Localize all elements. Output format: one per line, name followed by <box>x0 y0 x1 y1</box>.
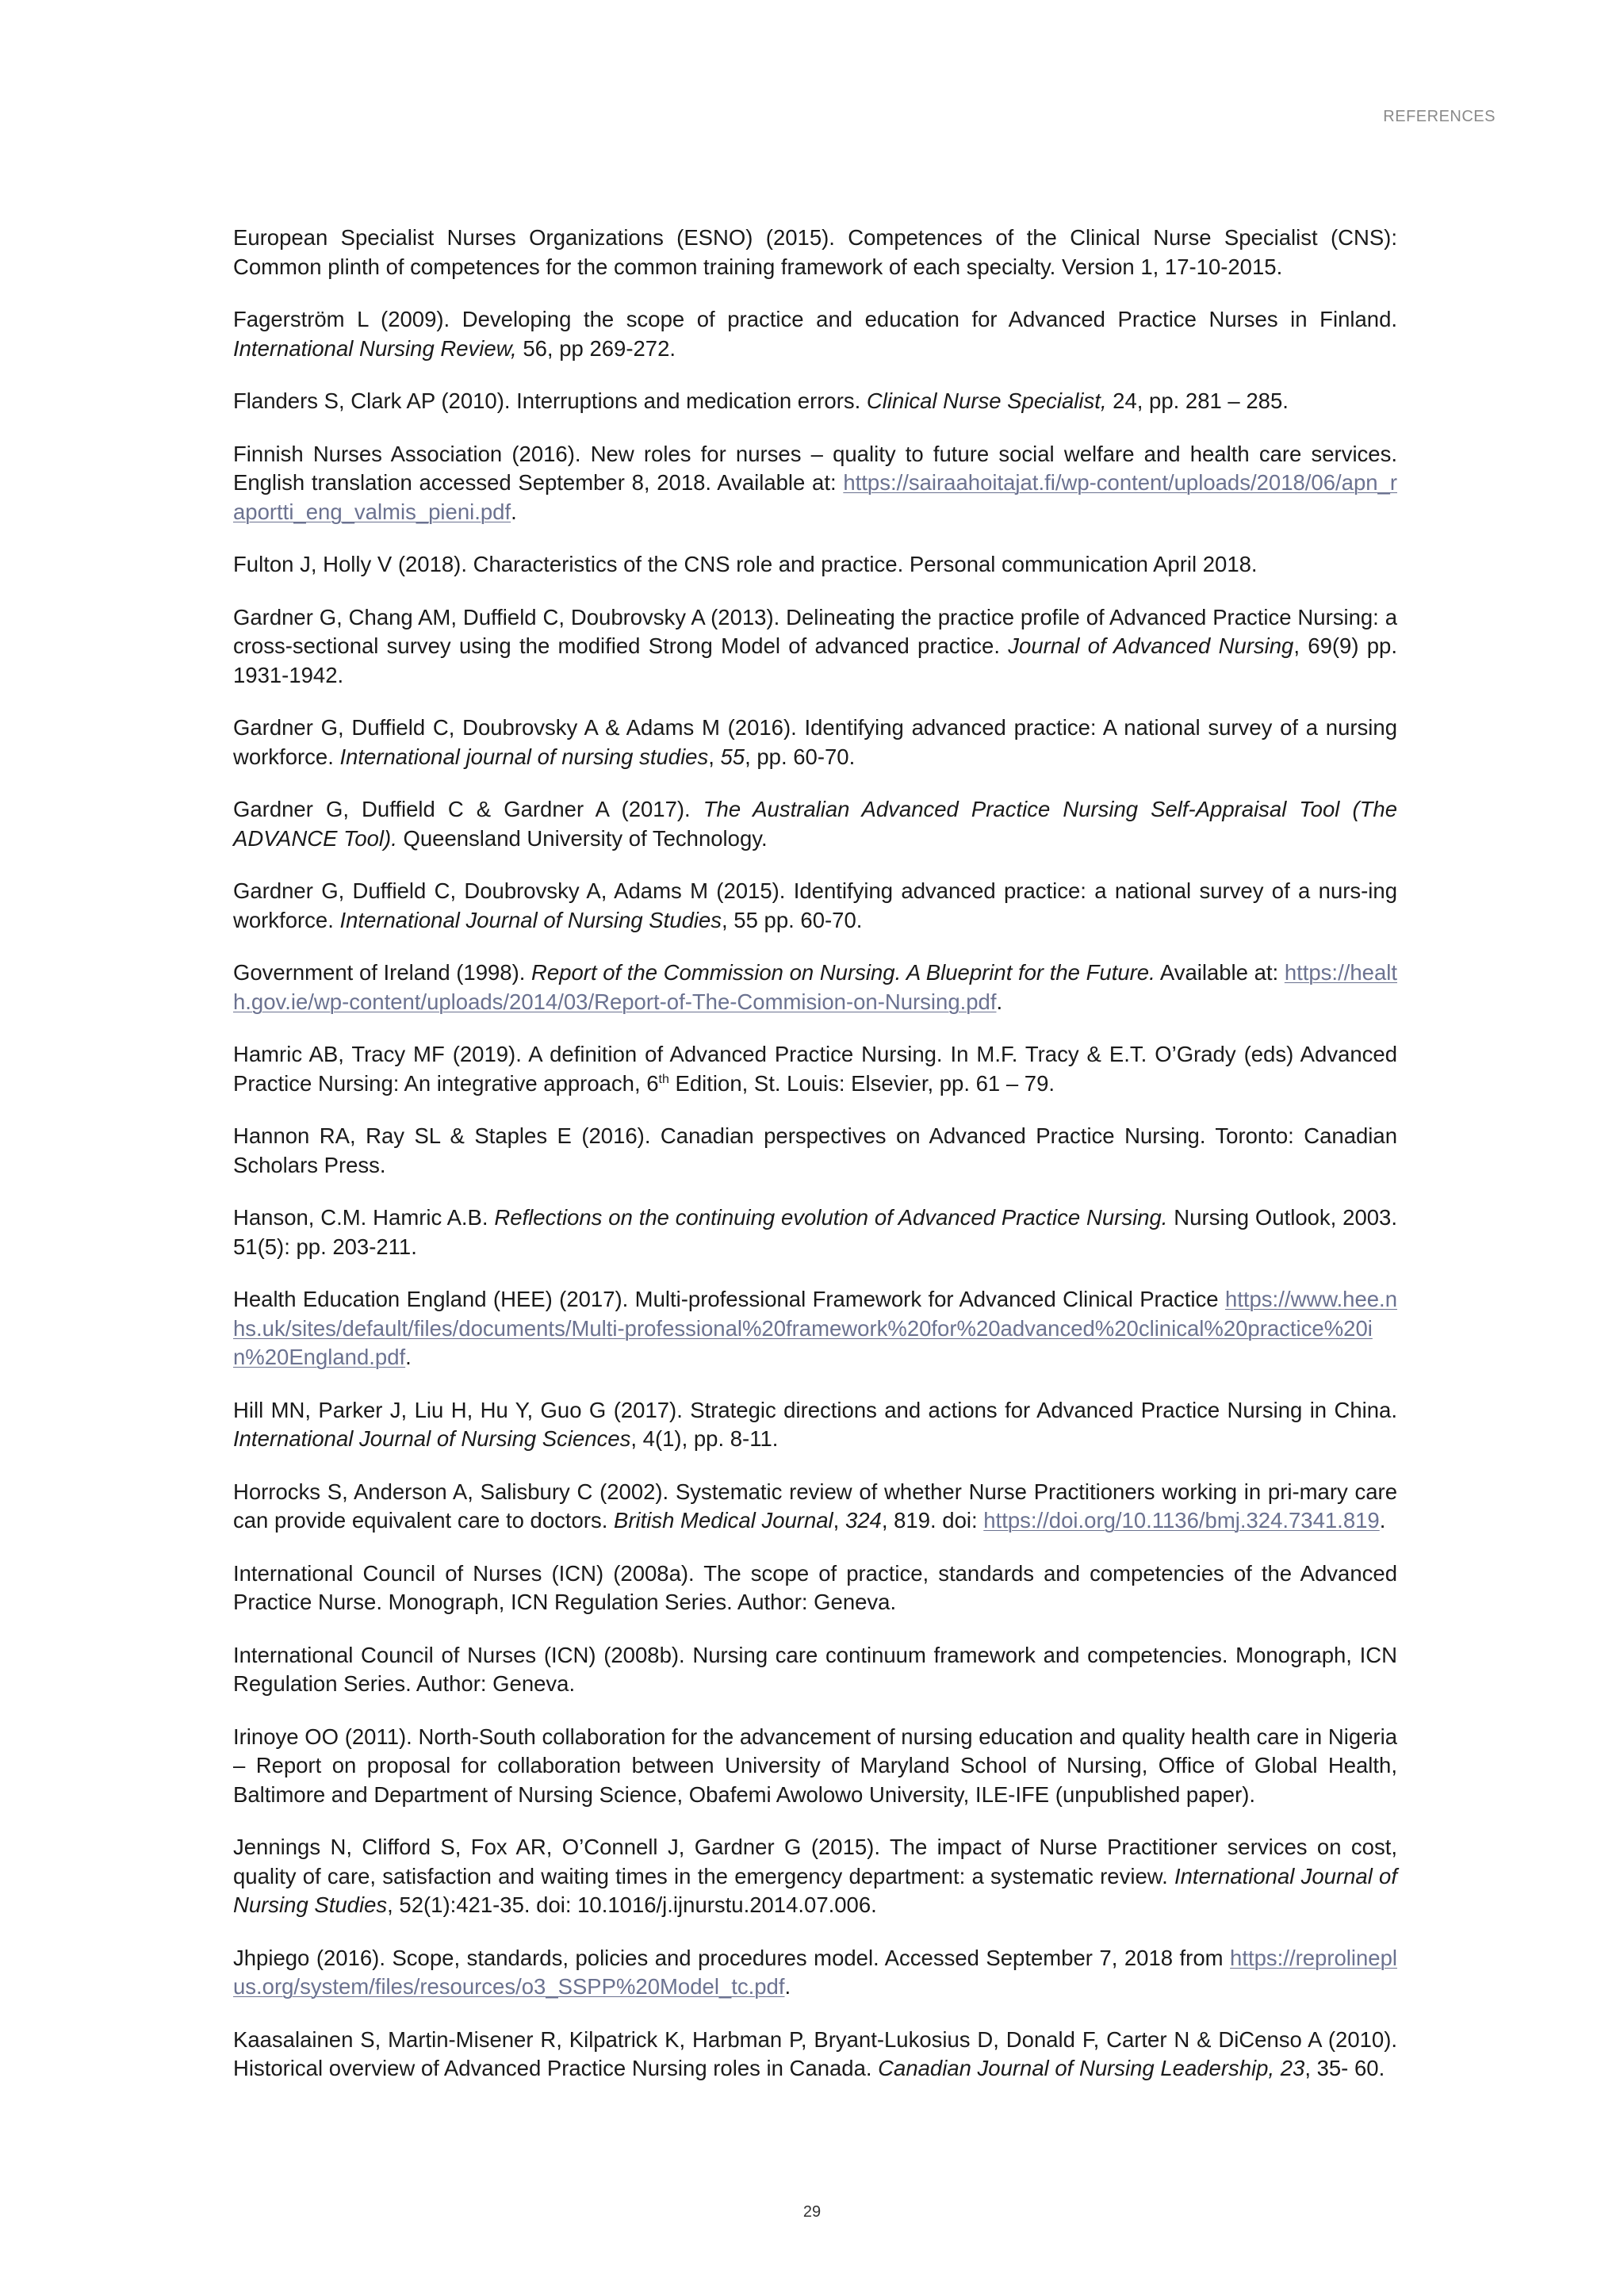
reference-text: Nursing Outlook, 2003. 51(5): pp. 203-211. <box>233 1205 1397 1259</box>
reference-text: Gardner G, Duffield C, Doubrovsky A, Adams M (2015). Identifying advanced practice: a national survey of a nurs-ing workforce. <box>233 878 1397 932</box>
reference-text: , pp. 60-70. <box>745 744 856 769</box>
reference-entry-gardner-2017 <box>233 795 1397 853</box>
reference-text: . <box>1379 1508 1386 1533</box>
reference-link[interactable]: https://sairaahoitajat.fi/wp-content/uploads/2018/06/apn_raportti_eng_valmis_pieni.pdf <box>233 470 1397 524</box>
reference-entry-flanders <box>233 387 1397 416</box>
reference-entry-hamric-tracy <box>233 1040 1397 1098</box>
italic-text: Reflections on the continuing evolution of Advanced Practice Nursing. <box>494 1205 1168 1230</box>
reference-text: . <box>784 1974 791 1999</box>
reference-entry-irinoye <box>233 1723 1397 1810</box>
reference-entry-hee <box>233 1285 1397 1372</box>
reference-text: Queensland University of Technology. <box>396 825 768 851</box>
reference-text: , 55 pp. 60-70. <box>722 907 863 932</box>
reference-entry-gardner-2015 <box>233 877 1397 935</box>
reference-text: , 819. doi: <box>881 1508 984 1533</box>
reference-text: Hannon RA, Ray SL & Staples E (2016). Canadian perspectives on Advanced Practice Nursing. Toronto: Canadian Scholars Press. <box>233 1123 1397 1177</box>
italic-text: International journal of nursing studies <box>339 744 709 769</box>
italic-text: International Journal of Nursing Studies <box>233 1863 1397 1917</box>
superscript-text: th <box>658 1072 669 1086</box>
italic-text: Clinical Nurse Specialist, <box>866 388 1107 413</box>
reference-link[interactable]: https://reprolineplus.org/system/files/resources/o3_SSPP%20Model_tc.pdf <box>233 1945 1397 1999</box>
italic-text: Report of the Commission on Nursing. A Blueprint for the Future. <box>531 960 1155 985</box>
reference-entry-hanson <box>233 1203 1397 1261</box>
italic-text: International Journal of Nursing Studies <box>339 907 722 932</box>
reference-text: Jhpiego (2016). Scope, standards, policies and procedures model. Accessed September 7, 2018 from <box>233 1945 1231 1970</box>
reference-text: Gardner G, Duffield C & Gardner A (2017). <box>233 797 703 821</box>
reference-text: Fagerström L (2009). Developing the scope of practice and education for Advanced Practice Nurses in Finland. <box>233 307 1397 331</box>
reference-text: Gardner G, Chang AM, Duffield C, Doubrovsky A (2013). Delineating the practice profile of Advanced Practice Nursing: a cross-sectional survey using the modified Strong Model of advanced practice. <box>233 604 1397 658</box>
reference-entry-jhpiego <box>233 1944 1397 2002</box>
reference-text: Health Education England (HEE) (2017). Multi-professional Framework for Advanced Clinical Practice <box>233 1287 1225 1311</box>
reference-text: , 35- 60. <box>1304 2056 1385 2080</box>
reference-text: , <box>833 1508 845 1533</box>
running-head: REFERENCES <box>1383 108 1496 125</box>
reference-text: , 4(1), pp. 8-11. <box>630 1426 779 1451</box>
reference-text: 56, pp 269-272. <box>516 335 676 361</box>
reference-text: , 69(9) pp. 1931-1942. <box>233 633 1397 687</box>
reference-entry-esno <box>233 224 1397 281</box>
italic-text: British Medical Journal <box>614 1508 833 1533</box>
reference-text: Hamric AB, Tracy MF (2019). A definition of Advanced Practice Nursing. In M.F. Tracy & E.T. O’Grady (eds) Advanced Practice Nursing: An integrative approach, 6 <box>233 1042 1397 1096</box>
reference-link[interactable]: https://www.hee.nhs.uk/sites/default/files/documents/Multi-professional%20framework%20for%20advanced%20clinical%20practice%20in%20England.pdf <box>233 1287 1397 1369</box>
reference-list <box>233 224 1397 2107</box>
reference-text: Fulton J, Holly V (2018). Characteristics of the CNS role and practice. Personal communication April 2018. <box>233 552 1258 576</box>
reference-entry-gardner-2013 <box>233 603 1397 691</box>
reference-entry-jennings <box>233 1833 1397 1920</box>
reference-text: , 52(1):421-35. doi: 10.1016/j.ijnurstu.2014.07.006. <box>387 1892 877 1917</box>
reference-text: . <box>996 989 1003 1014</box>
reference-entry-kaasalainen <box>233 2026 1397 2084</box>
italic-text: Canadian Journal of Nursing Leadership, 23 <box>878 2056 1305 2080</box>
reference-entry-hill <box>233 1396 1397 1454</box>
reference-link[interactable]: https://health.gov.ie/wp-content/uploads/2014/03/Report-of-The-Commision-on-Nursing.pdf <box>233 960 1397 1014</box>
reference-link[interactable]: https://doi.org/10.1136/bmj.324.7341.819 <box>983 1508 1380 1533</box>
reference-text: . <box>405 1345 412 1369</box>
italic-text: International Journal of Nursing Sciences <box>233 1426 631 1451</box>
reference-entry-horrocks <box>233 1478 1397 1536</box>
reference-text: Hill MN, Parker J, Liu H, Hu Y, Guo G (2017). Strategic directions and actions for Advanced Practice Nursing in China. <box>233 1397 1397 1422</box>
reference-text: Kaasalainen S, Martin-Misener R, Kilpatrick K, Harbman P, Bryant-Lukosius D, Donald F, Carter N & DiCenso A (2010). Historical overview of Advanced Practice Nursing roles in Canada. <box>233 2026 1397 2080</box>
reference-text: Horrocks S, Anderson A, Salisbury C (2002). Systematic review of whether Nurse Practitioners working in pri-mary care can provide equivalent care to doctors. <box>233 1479 1397 1533</box>
reference-entry-icn-2008b <box>233 1641 1397 1699</box>
reference-entry-finnish-nurses <box>233 440 1397 527</box>
italic-text: The Australian Advanced Practice Nursing Self-Appraisal Tool (The ADVANCE Tool). <box>233 797 1397 851</box>
reference-text: Hanson, C.M. Hamric A.B. <box>233 1205 495 1230</box>
reference-entry-hannon <box>233 1122 1397 1180</box>
reference-text: European Specialist Nurses Organizations (ESNO) (2015). Competences of the Clinical Nurse Specialist (CNS): Common plinth of competences for the common training framework of each specialty. Version 1, 17-10-2015. <box>233 225 1397 279</box>
italic-text: Journal of Advanced Nursing <box>1008 633 1294 658</box>
reference-text: Available at: <box>1155 960 1285 985</box>
reference-text: Flanders S, Clark AP (2010). Interruptions and medication errors. <box>233 388 867 413</box>
reference-text: Finnish Nurses Association (2016). New roles for nurses – quality to future social welfare and health care services. English translation accessed September 8, 2018. Available at: <box>233 441 1397 495</box>
italic-text: 55 <box>720 744 745 769</box>
reference-text: Jennings N, Clifford S, Fox AR, O’Connell J, Gardner G (2015). The impact of Nurse Practitioner services on cost, quality of care, satisfaction and waiting times in the emergency department: a systematic review. <box>233 1835 1397 1888</box>
page-number: 29 <box>802 2203 822 2221</box>
reference-text: Government of Ireland (1998). <box>233 960 532 985</box>
reference-text: . <box>511 499 517 524</box>
italic-text: 324 <box>845 1508 882 1533</box>
reference-entry-gardner-2016 <box>233 714 1397 771</box>
reference-text: 24, pp. 281 – 285. <box>1106 388 1289 413</box>
reference-entry-government-ireland <box>233 959 1397 1016</box>
reference-entry-fulton <box>233 550 1397 580</box>
reference-text: Gardner G, Duffield C, Doubrovsky A & Adams M (2016). Identifying advanced practice: A national survey of a nursing workforce. <box>233 715 1397 769</box>
reference-text: International Council of Nurses (ICN) (2008b). Nursing care continuum framework and competencies. Monograph, ICN Regulation Series. Author: Geneva. <box>233 1642 1397 1696</box>
reference-text: International Council of Nurses (ICN) (2008a). The scope of practice, standards and competencies of the Advanced Practice Nurse. Monograph, ICN Regulation Series. Author: Geneva. <box>233 1560 1397 1614</box>
reference-entry-fagerstrom <box>233 305 1397 363</box>
italic-text: International Nursing Review, <box>233 335 517 361</box>
reference-text: Edition, St. Louis: Elsevier, pp. 61 – 79. <box>668 1070 1055 1096</box>
reference-text: Irinoye OO (2011). North-South collaboration for the advancement of nursing education and quality health care in Nigeria – Report on proposal for collaboration between University of Maryland School of Nursing, Office of Global Health, Baltimore and Department of Nursing Science, Obafemi Awolowo University, ILE-IFE (unpublished paper). <box>233 1724 1397 1807</box>
reference-text: , <box>708 744 721 769</box>
reference-entry-icn-2008a <box>233 1559 1397 1617</box>
